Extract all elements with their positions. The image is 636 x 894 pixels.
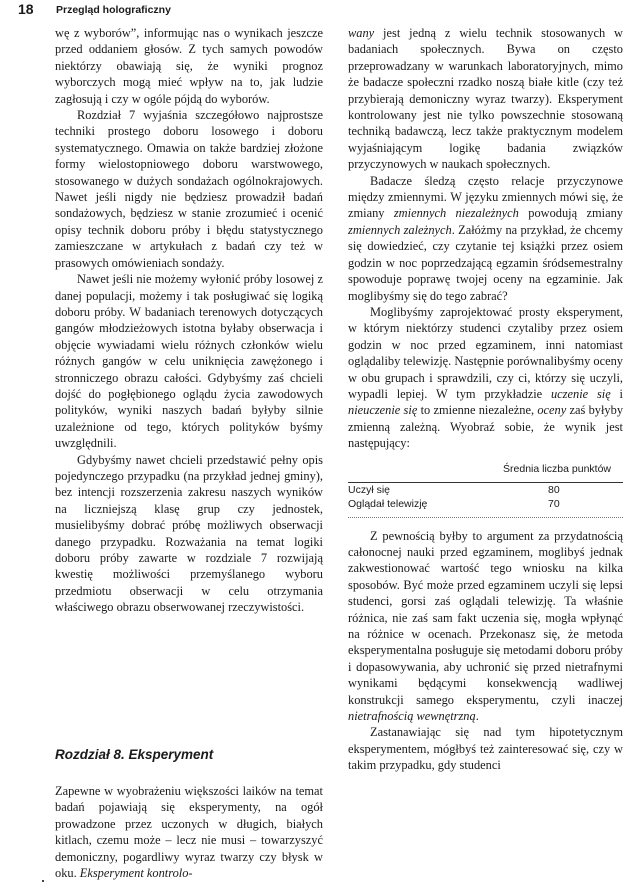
running-title: Przegląd holograficzny (56, 4, 171, 16)
left-paragraph-3: Nawet jeśli nie możemy wyłonić próby losowej z danej populacji, możemy i tak posługiwać się logiką doboru próby. W badaniach terenowych dotyczących gangów młodzieżowych istotna byłaby obserwacja i objęcie wywiadami wielu różnych członków wielu różnych gangów w celu uniknięcia zawężonego i stronniczego obrazu całości. Gdybyśmy zaś chcieli dojść do pogłębionego oglądu życia zawodowych polityków, wyniki naszych badań byłyby silnie uzależnione od tego, których polityków byśmy uwzględnili. (55, 272, 323, 451)
table-row (348, 483, 623, 497)
section-paragraph-1 (55, 783, 323, 881)
right-p4-c: . (475, 709, 479, 724)
table-row-value: 70 (548, 497, 560, 510)
table-row-value: 80 (548, 483, 560, 496)
table-bottom-rule (348, 517, 623, 518)
right-p3-d: nieuczenie się (348, 403, 418, 418)
table-row-label: Uczył się (348, 483, 391, 496)
right-p3-c: i (610, 386, 624, 401)
section-heading: Rozdział 8. Eksperyment (55, 747, 214, 762)
right-p3-b: uczenie się (550, 386, 611, 401)
left-paragraph-4: Gdybyśmy nawet chcieli przedstawić pełny opis pojedynczego przypadku (na przykład jednej gminy), bez intencji rozszerzenia zakresu naszych wyników na liczniejszą klasę grup czy jednostek, musielibyśmy dobrać próbę możliwych obserwacji danego przypadku. Rozważania na temat logiki doboru próby zawarte w rozdziale 7 rozwijają kwestię możliwości przemyślanego wyboru przedmiotu obserwacji w celu otrzymania właściwego obrazu obserwowanej rzeczywistości. (55, 452, 323, 615)
page-number: 18 (18, 1, 34, 17)
section-p1-text: Zapewne w wyobrażeniu większości laików na temat badań pojawiają się eksperymenty, na ogół prowadzone przez uczonych w długich, białych kitlach, czemu może – lecz nie musi – towarzyszyć demoniczny, pogardliwy wyraz twarzy czy błysk w oku. (55, 784, 323, 881)
section-p1-italic: Eksperyment kontrolo- (79, 866, 193, 881)
section-intro (55, 783, 323, 881)
table-row-label: Oglądał telewizję (348, 497, 428, 510)
left-paragraph-1: wę z wyborów”, informując nas o wynikach jeszcze przed oddaniem głosów. Z tych samych powodów niektórzy obawiają się, że wyniki prognoz wyborczych mogą mieć wpływ na to, jak ludzie zagłosują i czy w ogóle pójdą do wyborów. (55, 26, 323, 106)
left-column (55, 25, 323, 616)
right-paragraph-1 (348, 25, 623, 173)
right-paragraph-3 (348, 304, 623, 452)
results-table (348, 462, 623, 518)
right-paragraph-2 (348, 173, 623, 304)
right-p3-a: Moglibyśmy zaprojektować prosty eksperyment, w którym niektórzy studenci czytaliby przez osiem godzin w noc przed egzaminem, inni natomiast oglądaliby telewizję. Następnie porównalibyśmy oceny w obu grupach i sprawdzili, czy ci, którzy się uczyli, wypadli lepiej. W tym przykładzie (348, 304, 623, 401)
right-p2-d: zmiennych zależnych (348, 222, 452, 237)
right-p2-c: powodują zmiany (518, 206, 623, 221)
right-p3-f: oceny (537, 403, 567, 418)
table-row (348, 497, 623, 511)
right-p2-b: zmiennych niezależnych (393, 206, 519, 221)
scan-speck (42, 880, 44, 882)
right-p1-text: jest jedną z wielu technik stosowanych w badaniach społecznych. Bywa on często przeprowadzany w warunkach laboratoryjnych, mimo że badacze społeczni rzadko noszą białe kitle (czy też przybierają demoniczny wyraz twarzy). Eksperyment kontrolowany jest nie tylko powszechnie stosowaną techniką badawczą, lecz także praktycznym modelem wyjaśniającym logikę badania związków przyczynowych w naukach społecznych. (348, 26, 623, 172)
right-p2-a: Badacze śledzą często relacje przyczynowe między zmiennymi. W języku zmiennych mówi się, że zmiany (348, 173, 623, 221)
right-paragraph-5: Zastanawiając się nad tym hipotetycznym eksperymentem, mógłbyś też zainteresować się, czy w takim przypadku, gdy studenci (348, 725, 623, 773)
right-p1-italic: wany (348, 26, 375, 40)
table-header: Średnia liczba punktów (348, 462, 623, 483)
right-p3-e: to zmienne niezależne, (417, 403, 538, 418)
right-paragraph-4 (348, 528, 623, 725)
right-column (348, 25, 623, 774)
right-p4-b: nietrafnością wewnętrzną (348, 709, 476, 724)
left-paragraph-2: Rozdział 7 wyjaśnia szczegółowo najprostsze techniki prostego doboru losowego i doboru systematycznego. Omawia on także bardziej złożone formy wielostopniowego doboru warstwowego, stosowanego w dużych sondażach ogólnokrajowych. Nawet jeśli nigdy nie będziesz prowadził badań sondażowych, będziesz w stanie zrozumieć i ocenić opisy technik doboru próby i błędu statystycznego zamieszczane w artykułach z badań czy też w prasowych omówieniach sondaży. (55, 108, 323, 270)
right-p3-g: zaś byłyby zmienną zależną. Wyobraź sobie, że wynik jest następujący: (348, 403, 624, 451)
right-p2-e: . Załóżmy na przykład, że chcemy się dowiedzieć, czy czytanie tej książki przez osiem godzin w noc poprzedzającą egzamin śródsemestralny spowoduje poprawę twojej oceny na egzaminie. Jak moglibyśmy się do tego zabrać? (348, 222, 623, 303)
right-p4-a: Z pewnością byłby to argument za przydatnością całonocnej nauki przed egzaminem, moglibyś jednak zakwestionować wartość tego wniosku na kilka sposobów. Być może przed egzaminem uczyli się lepsi studenci, gorsi zaś oglądali telewizję. Ta właśnie różnica, nie zaś sam fakt uczenia się, mogła wpłynąć na różnice w ocenach. Przekonasz się, że metoda eksperymentalna posługuje się metodami doboru próby i dopasowywania, aby uchronić się przed nietrafnymi wynikami będącymi konsekwencją wadliwej konstrukcji samego eksperymentu, czyli inaczej (348, 528, 623, 707)
page-header (18, 1, 618, 17)
